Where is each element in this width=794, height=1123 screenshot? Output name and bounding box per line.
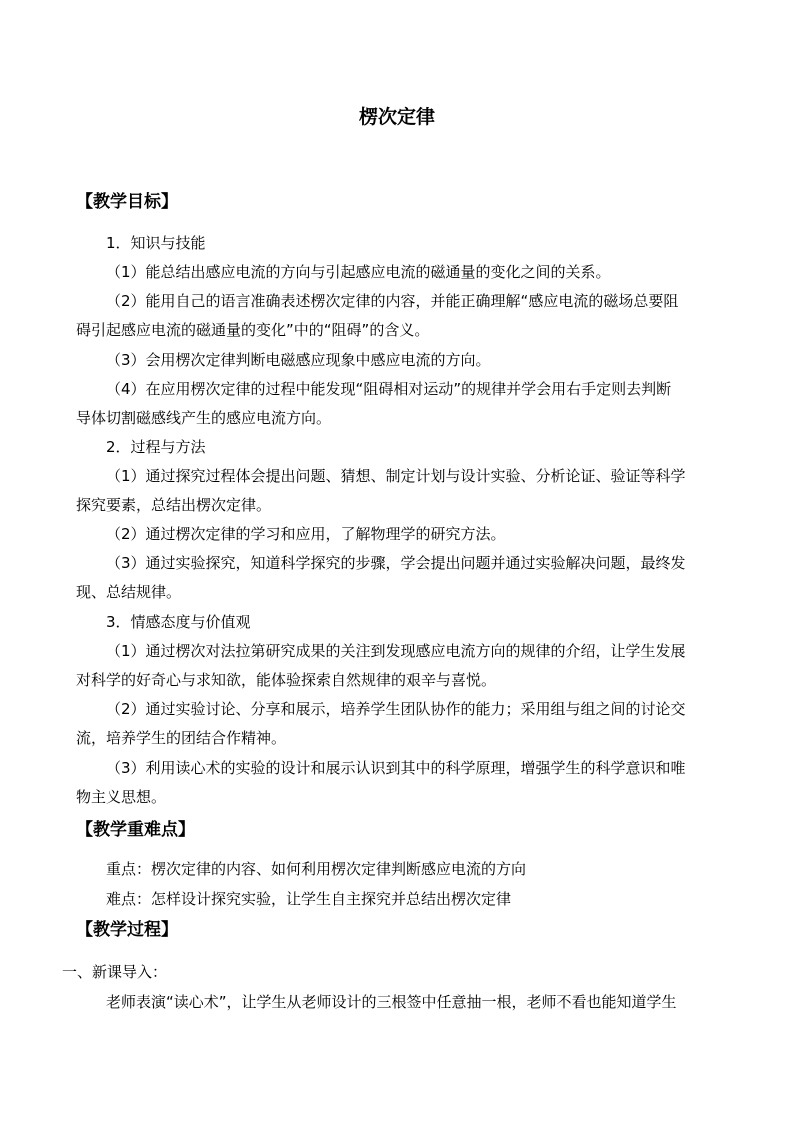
paragraph-line: 1．知识与技能 [106,234,206,252]
paragraph-line: 一、新课导入： [62,963,168,981]
paragraph-line: 碍引起感应电流的磁通量的变化”中的“阻碍”的含义。 [76,321,430,339]
heading-teaching-objectives: 【教学目标】 [76,192,178,212]
paragraph-line: （1）通过楞次对法拉第研究成果的关注到发现感应电流方向的规律的介绍，让学生发展 [106,642,686,660]
document-title: 楞次定律 [358,106,435,128]
paragraph-line: （3）会用楞次定律判断电磁感应现象中感应电流的方向。 [106,351,491,369]
paragraph-line: 导体切割磁感线产生的感应电流方向。 [76,409,332,427]
paragraph-line: （3）利用读心术的实验的设计和展示认识到其中的科学原理，增强学生的科学意识和唯 [106,759,686,777]
paragraph-line: 3．情感态度与价值观 [106,613,251,631]
paragraph-line: （4）在应用楞次定律的过程中能发现“阻碍相对运动”的规律并学会用右手定则去判断 [106,380,672,398]
paragraph-line: 探究要素，总结出楞次定律。 [76,496,272,514]
paragraph-line: （1）通过探究过程体会提出问题、猜想、制定计划与设计实验、分析论证、验证等科学 [106,467,686,485]
heading-key-points: 【教学重难点】 [76,820,195,840]
paragraph-line: 重点：楞次定律的内容、如何利用楞次定律判断感应电流的方向 [106,860,527,878]
paragraph-line: （2）通过楞次定律的学习和应用，了解物理学的研究方法。 [106,525,506,543]
paragraph-line: 对科学的好奇心与求知欲，能体验探索自然规律的艰辛与喜悦。 [76,671,497,689]
paragraph-line: 物主义思想。 [76,788,167,806]
paragraph-line: （2）能用自己的语言准确表述楞次定律的内容，并能正确理解“感应电流的磁场总要阻 [106,292,679,310]
paragraph-line: 流，培养学生的团结合作精神。 [76,729,287,747]
paragraph-line: （1）能总结出感应电流的方向与引起感应电流的磁通量的变化之间的关系。 [106,263,611,281]
paragraph-line: 现、总结规律。 [76,583,182,601]
paragraph-line: 2．过程与方法 [106,438,206,456]
paragraph-line: （2）通过实验讨论、分享和展示，培养学生团队协作的能力；采用组与组之间的讨论交 [106,700,686,718]
paragraph-line: 难点：怎样设计探究实验，让学生自主探究并总结出楞次定律 [106,890,512,908]
heading-teaching-process: 【教学过程】 [76,920,178,940]
paragraph-line: 老师表演“读心术”，让学生从老师设计的三根签中任意抽一根，老师不看也能知道学生 [106,993,677,1011]
paragraph-line: （3）通过实验探究，知道科学探究的步骤，学会提出问题并通过实验解决问题，最终发 [106,554,686,572]
